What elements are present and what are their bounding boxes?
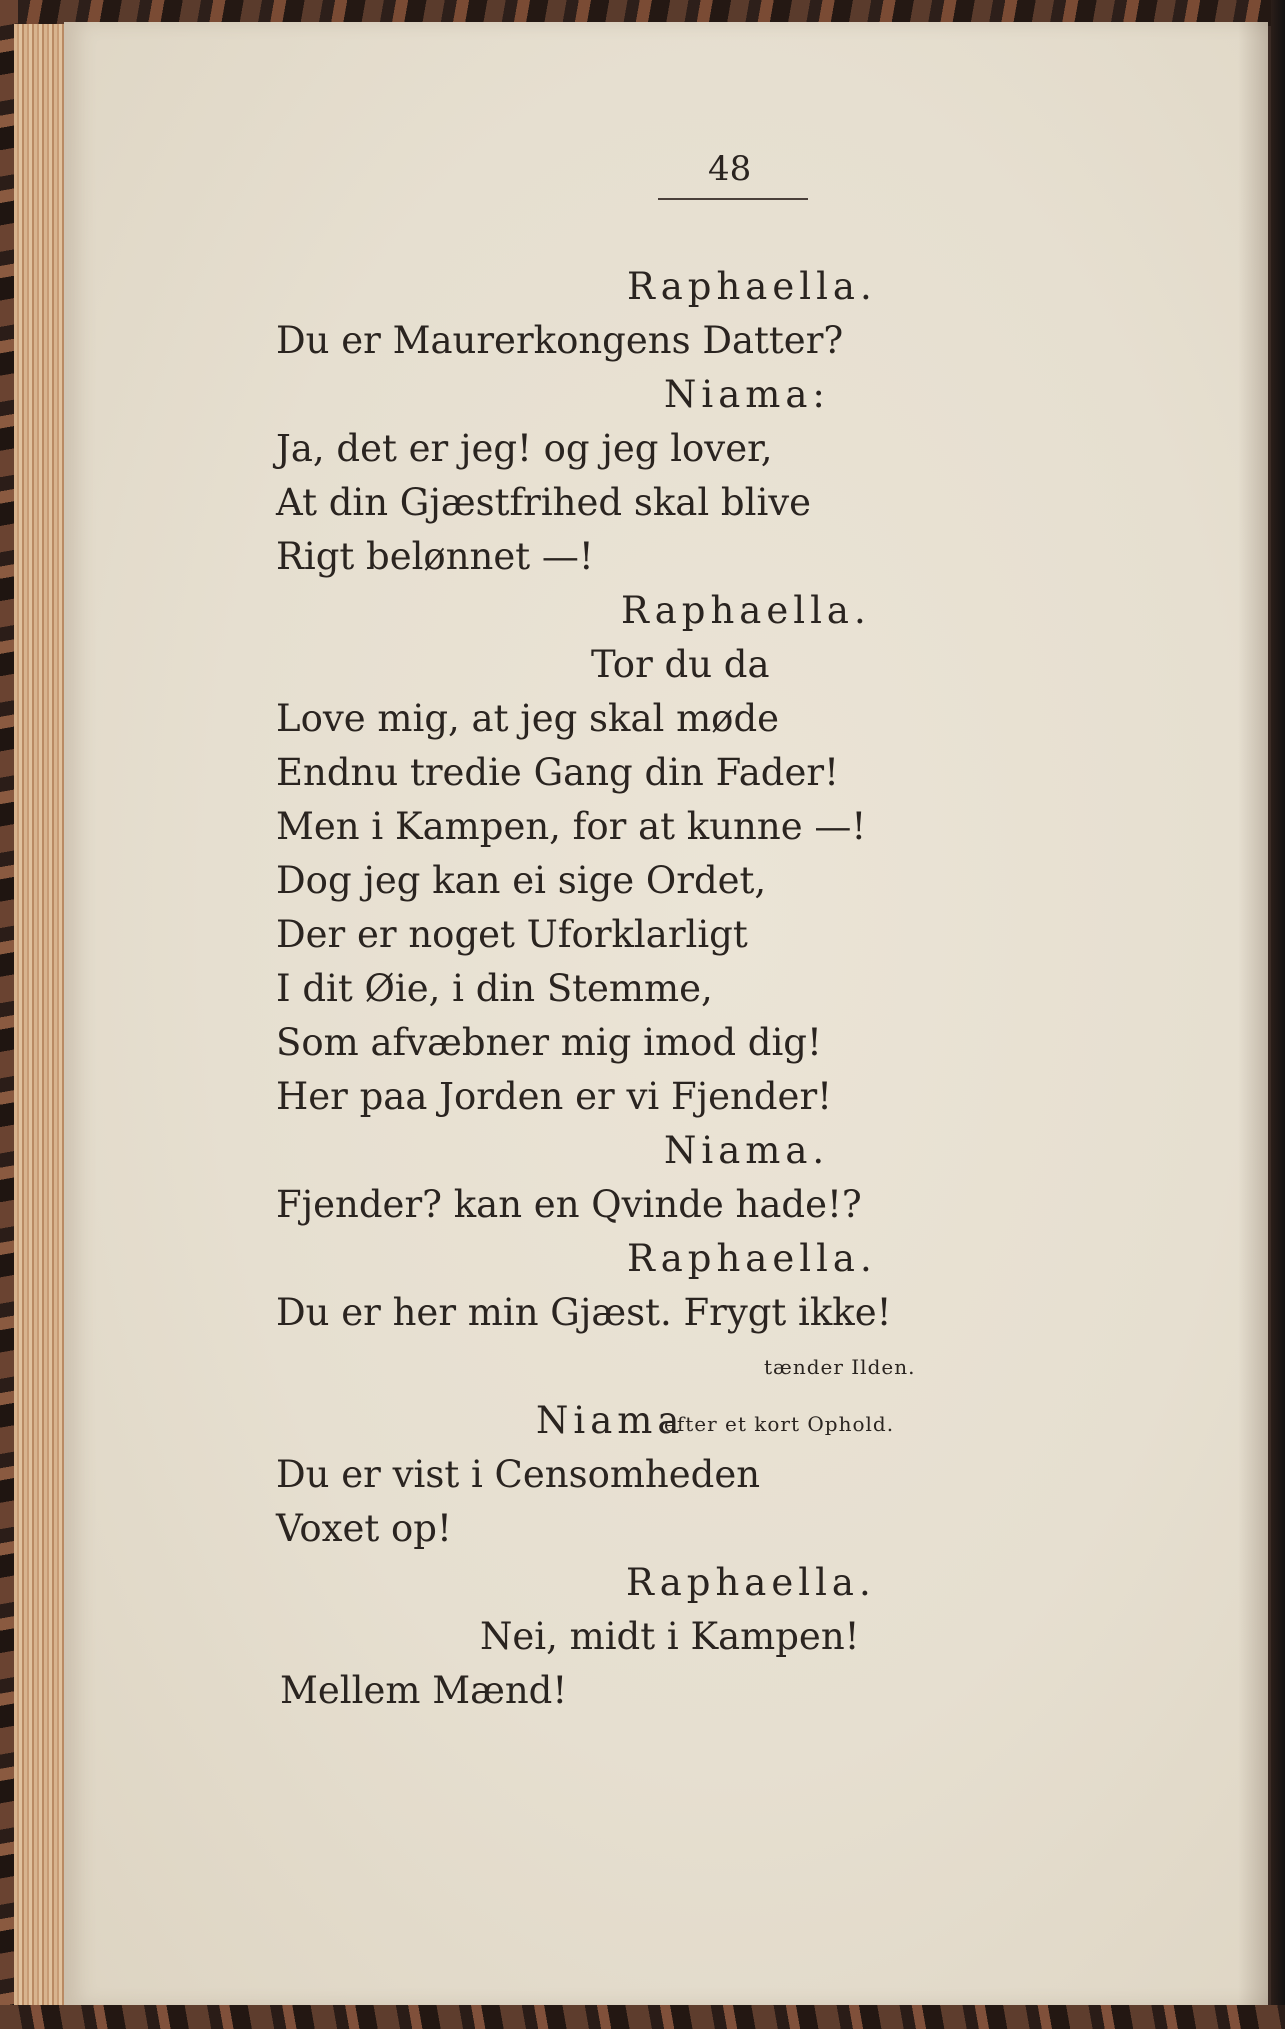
speaker-name: Niama <box>536 1399 685 1442</box>
page-number-rule <box>658 198 808 200</box>
verse-line: Endnu tredie Gang din Fader! <box>276 751 839 794</box>
verse-line: Rigt belønnet —! <box>276 535 594 578</box>
verse-line: Mellem Mænd! <box>280 1669 568 1712</box>
speaker-name: Niama. <box>664 1129 830 1172</box>
verse-line: Nei, midt i Kampen! <box>480 1615 860 1658</box>
book-cover-right-edge <box>1271 0 1285 2029</box>
page-number: 48 <box>708 149 752 189</box>
verse-line: I dit Øie, i din Stemme, <box>276 967 713 1010</box>
verse-line: Dog jeg kan ei sige Ordet, <box>276 859 767 902</box>
speaker-name: Raphaella. <box>627 1237 877 1280</box>
verse-line: Der er noget Uforklarligt <box>276 913 748 956</box>
verse-line: Love mig, at jeg skal møde <box>276 697 780 740</box>
speaker-name: Raphaella. <box>621 589 871 632</box>
verse-line: Du er Maurerkongens Datter? <box>276 319 844 362</box>
verse-line: Ja, det er jeg! og jeg lover, <box>276 427 773 470</box>
verse-line: Du er vist i Censomheden <box>276 1453 761 1496</box>
verse-line: Fjender? kan en Qvinde hade!? <box>276 1183 862 1226</box>
verse-line: Men i Kampen, for at kunne —! <box>276 805 867 848</box>
verse-line: Voxet op! <box>276 1507 452 1550</box>
stage-direction: tænder Ilden. <box>764 1355 916 1379</box>
verse-line: Tor du da <box>591 643 770 686</box>
speaker-name: Niama: <box>664 373 830 416</box>
book-page <box>64 22 1268 2006</box>
verse-line: Du er her min Gjæst. Frygt ikke! <box>276 1291 892 1334</box>
speaker-name: Raphaella. <box>626 1561 876 1604</box>
book-cover-bottom-edge <box>0 2005 1285 2029</box>
speaker-name: Raphaella. <box>627 265 877 308</box>
page-gutter-shadow <box>1238 22 1268 2006</box>
verse-line: Som afvæbner mig imod dig! <box>276 1021 822 1064</box>
verse-line: Her paa Jorden er vi Fjender! <box>276 1075 832 1118</box>
page-edges-stack <box>14 24 66 2006</box>
stage-direction: efter et kort Ophold. <box>664 1412 895 1436</box>
verse-line: At din Gjæstfrihed skal blive <box>276 481 812 524</box>
